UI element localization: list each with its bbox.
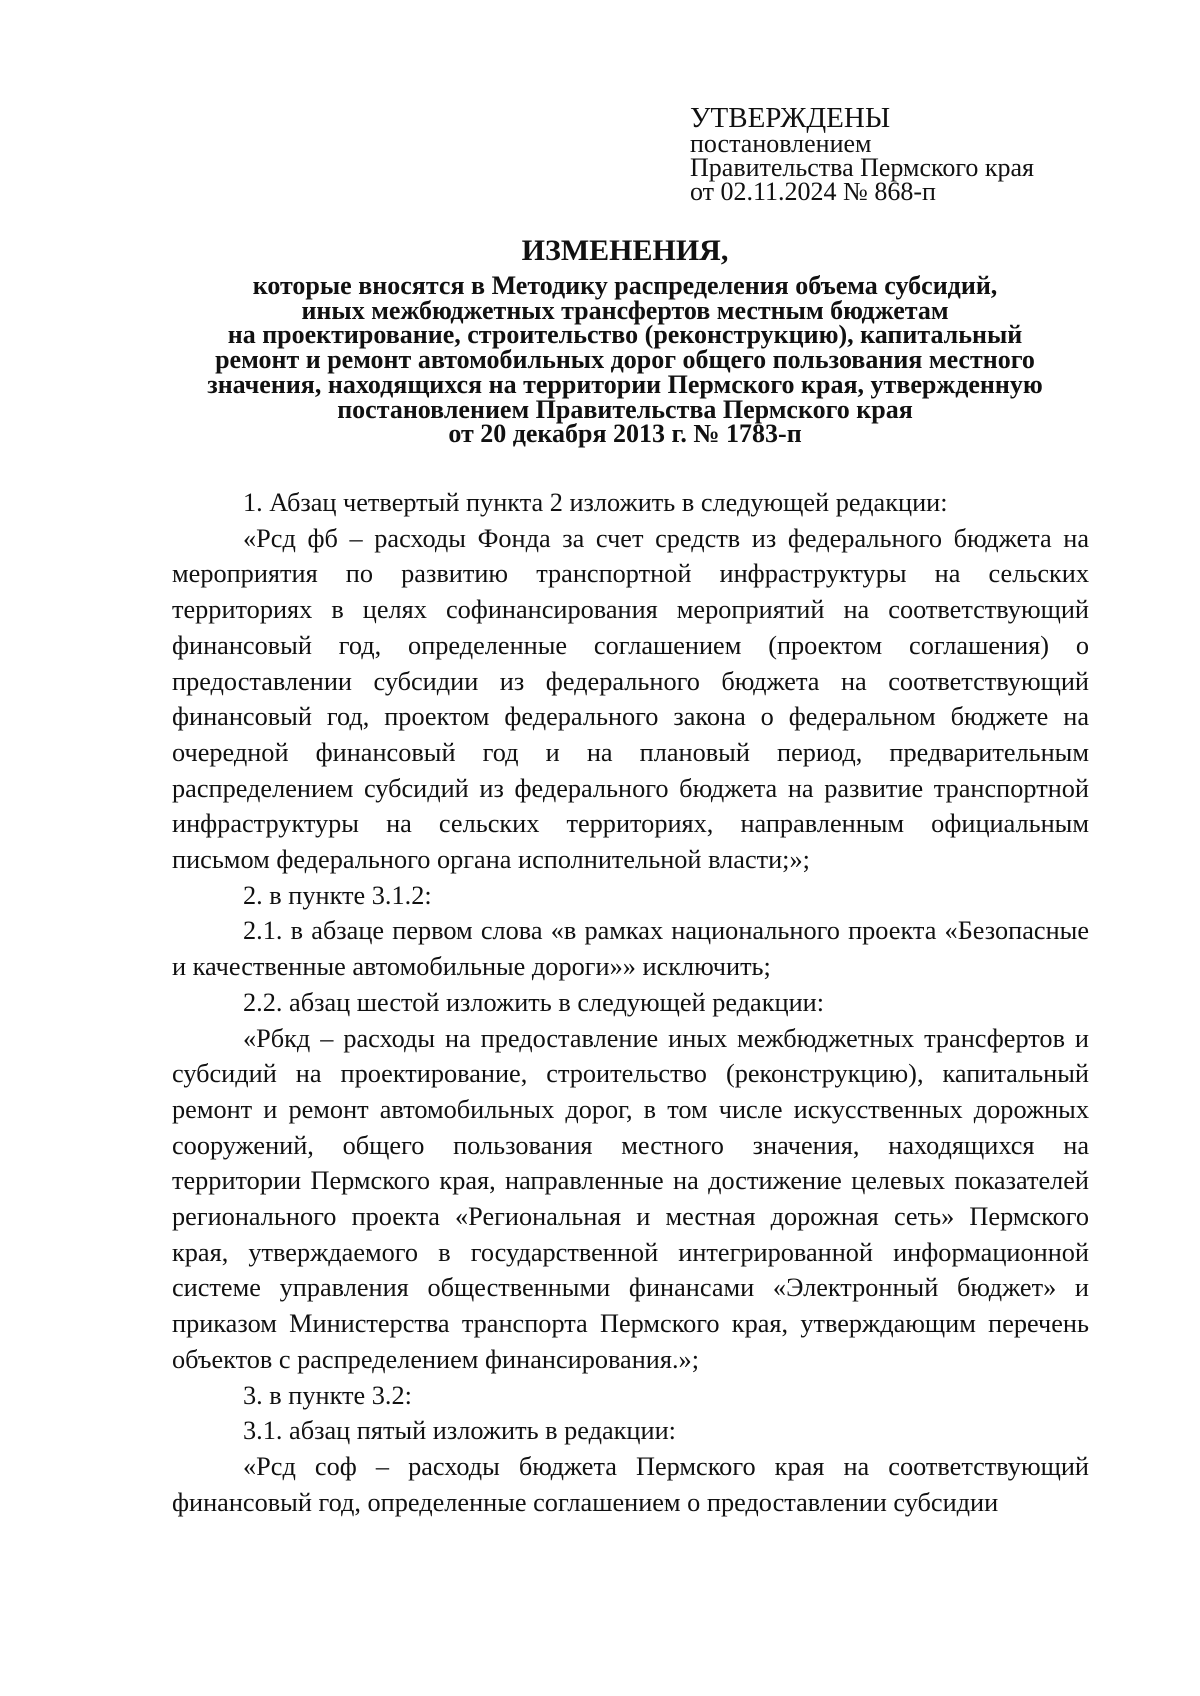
subtitle-line: которые вносятся в Методику распределения объема субсидий, [252, 271, 998, 300]
approval-line: постановлением [690, 129, 872, 158]
approval-stamp [690, 104, 1034, 204]
subtitle-line: иных межбюджетных трансфертов местным бюджетам [301, 295, 949, 325]
subtitle-line: на проектирование, строительство (реконструкцию), капитальный [227, 320, 1023, 350]
paragraph: 1. Абзац четвертый пункта 2 изложить в следующей редакции: [243, 488, 948, 517]
document-title: ИЗМЕНЕНИЯ, [521, 234, 729, 267]
paragraph: 3.1. абзац пятый изложить в редакции: [243, 1416, 676, 1446]
paragraph: 2.2. абзац шестой изложить в следующей редакции: [243, 987, 825, 1017]
paragraph: «Рбкд – расходы на предоставление иных межбюджетных трансфертов и субсидий на проектирование, строительство (реконструкцию), капитальный ремонт и ремонт автомобильных дорог, в том числе искусственных дорожных сооружений, общего пользования местного значения, находящихся на территории Пермского края, направленные на достижение целевых показателей регионального проекта «Региональная и местная дорожная сеть» Пермского края, утверждаемого в государственной интегрированной информационной системе управления общественными финансами «Электронный бюджет» и приказом Министерства транспорта Пермского края, утверждающим перечень объектов с распределением финансирования.»; [172, 1023, 1089, 1374]
paragraph: «Рсд соф – расходы бюджета Пермского края на соответствующий финансовый год, определенные соглашением о предоставлении субсидии [172, 1451, 1089, 1517]
document-body [172, 485, 1089, 1520]
paragraph: 3. в пункте 3.2: [243, 1380, 412, 1410]
subtitle-line: ремонт и ремонт автомобильных дорог общего пользования местного [215, 345, 1035, 375]
subtitle-line: постановлением Правительства Пермского края [337, 394, 913, 424]
approval-line: Правительства Пермского края [690, 153, 1034, 182]
paragraph: «Рсд фб – расходы Фонда за счет средств из федерального бюджета на мероприятия по развитию транспортной инфраструктуры на сельских территориях в целях софинансирования мероприятий на соответствующий финансовый год, определенные соглашением (проектом соглашения) о предоставлении субсидии из федерального бюджета на соответствующий финансовый год, проектом федерального закона о федеральном бюджете на очередной финансовый год и на плановый период, предварительным распределением субсидий из федерального бюджета на развитие транспортной инфраструктуры на сельских территориях, направленным официальным письмом федерального органа исполнительной власти;»; [172, 523, 1089, 875]
approval-heading: УТВЕРЖДЕНЫ [690, 102, 891, 134]
subtitle-line: значения, находящихся на территории Пермского края, утвержденную [207, 369, 1043, 399]
approval-date-number: от 02.11.2024 № 868-п [690, 177, 936, 206]
paragraph: 2.1. в абзаце первом слова «в рамках национального проекта «Безопасные и качественные автомобильные дороги»» исключить; [172, 916, 1089, 982]
document-subtitle [150, 271, 1100, 449]
paragraph: 2. в пункте 3.1.2: [243, 880, 432, 910]
subtitle-line: от 20 декабря 2013 г. № 1783-п [448, 419, 802, 449]
